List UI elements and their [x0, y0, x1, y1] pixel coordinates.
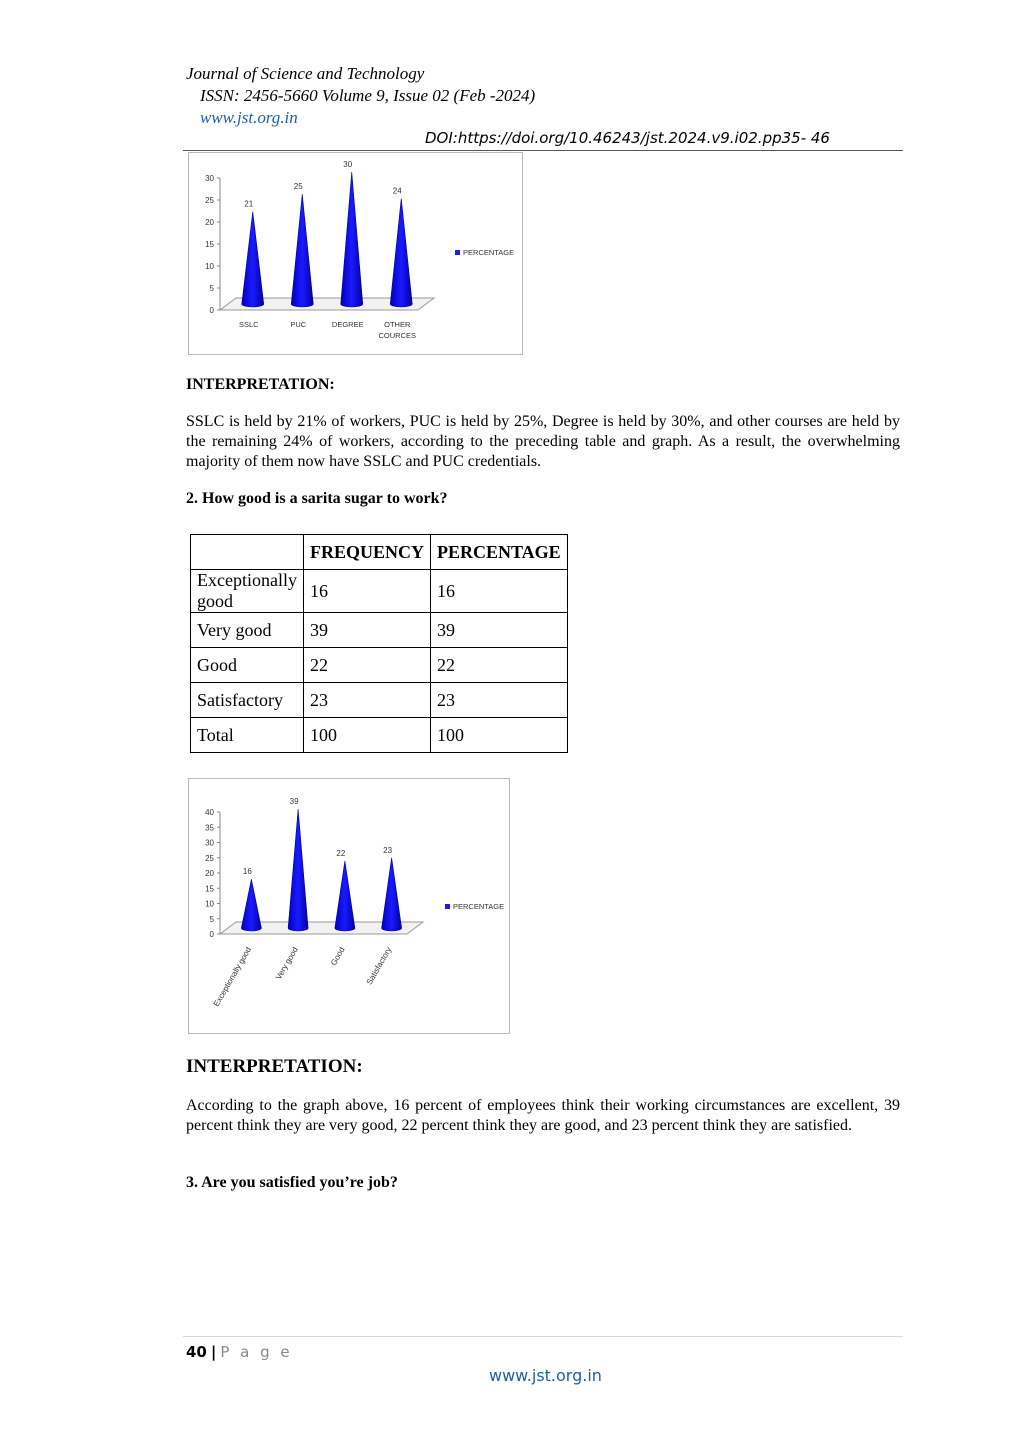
data-label: 23 — [383, 845, 393, 855]
cone-bar — [291, 194, 313, 307]
cone-bar — [242, 212, 264, 307]
question-3-heading: 3. Are you satisfied you’re job? — [186, 1174, 398, 1191]
y-tick-label: 15 — [205, 240, 214, 249]
table-cell: 39 — [430, 613, 567, 648]
interpretation-heading-2: INTERPRETATION: — [186, 1056, 363, 1077]
x-category-label: OTHER — [384, 320, 411, 329]
table-header-cell: FREQUENCY — [303, 535, 430, 570]
interpretation-text-1: SSLC is held by 21% of workers, PUC is held by 25%, Degree is held by 30%, and other courses are held by the remaining 24% of workers, according to the preceding table and graph. As a result, the overwhelming majority of them now have SSLC and PUC credentials. — [186, 413, 900, 470]
data-label: 24 — [392, 186, 402, 196]
page-label: P a g e — [220, 1343, 293, 1361]
table-cell: Exceptionally good — [191, 570, 304, 613]
y-tick-label: 25 — [205, 196, 214, 205]
cone-bar — [341, 172, 363, 307]
y-tick-label: 15 — [205, 884, 214, 894]
cone-bar — [288, 809, 308, 931]
question-2-heading: 2. How good is a sarita sugar to work? — [186, 490, 448, 507]
page-footer — [186, 1343, 293, 1362]
table-cell: Good — [191, 648, 304, 683]
data-label: 25 — [293, 182, 303, 191]
cone-bar — [241, 879, 261, 931]
legend-label: PERCENTAGE — [463, 248, 515, 257]
issn-line: ISSN: 2456-5660 Volume 9, Issue 02 (Feb -2024) — [200, 86, 536, 105]
chart-work-rating-svg — [189, 779, 509, 1033]
table-row — [191, 613, 568, 648]
y-tick-label: 0 — [209, 306, 214, 315]
table-header-row — [191, 535, 568, 570]
table-row — [191, 718, 568, 753]
table-cell: 16 — [430, 570, 567, 613]
data-label: 22 — [336, 848, 346, 858]
cone-bar — [382, 858, 402, 931]
header-rule — [183, 150, 903, 151]
table-cell: 23 — [303, 683, 430, 718]
interpretation-text-2: According to the graph above, 16 percent of employees think their working circumstances are excellent, 39 percent think they are very good, 22 percent think they are good, and 23 percent think they are satisfied. — [186, 1097, 900, 1134]
data-label: 30 — [343, 160, 353, 169]
data-label: 16 — [242, 867, 252, 877]
footer-website-link[interactable]: www.jst.org.in — [489, 1366, 602, 1385]
y-tick-label: 10 — [205, 262, 214, 271]
table-cell: 100 — [303, 718, 430, 753]
table-cell: 23 — [430, 683, 567, 718]
table-cell: Satisfactory — [191, 683, 304, 718]
x-category-label: SSLC — [238, 320, 259, 329]
table-cell: Very good — [191, 613, 304, 648]
journal-title: Journal of Science and Technology — [186, 64, 425, 83]
y-tick-label: 20 — [205, 869, 214, 878]
x-category-label: Very good — [274, 945, 300, 982]
y-tick-label: 25 — [205, 853, 214, 863]
journal-website-link[interactable]: www.jst.org.in — [200, 108, 298, 127]
table-row — [191, 683, 568, 718]
y-tick-label: 30 — [205, 174, 214, 183]
y-tick-label: 0 — [209, 930, 214, 939]
table-cell: Total — [191, 718, 304, 753]
table-cell: 16 — [303, 570, 430, 613]
doi-link[interactable]: DOI:https://doi.org/10.46243/jst.2024.v9.i02.pp35- 46 — [425, 129, 830, 147]
y-tick-label: 5 — [209, 284, 214, 293]
table-row — [191, 570, 568, 613]
data-label: 39 — [289, 797, 299, 807]
cone-bar — [335, 861, 355, 931]
table-cell: 100 — [430, 718, 567, 753]
work-rating-table — [190, 534, 568, 753]
x-category-label: COURCES — [378, 331, 417, 340]
x-category-label: Satisfactory — [364, 945, 394, 987]
table-cell: 39 — [303, 613, 430, 648]
y-tick-label: 40 — [205, 808, 214, 817]
footer-rule — [183, 1336, 903, 1337]
chart-work-rating — [188, 778, 510, 1034]
x-category-label: PUC — [290, 320, 307, 329]
y-tick-label: 30 — [205, 838, 214, 848]
legend-swatch — [455, 250, 460, 255]
x-category-label: Good — [329, 945, 347, 967]
page-number: 40 — [186, 1343, 207, 1361]
table-cell: 22 — [303, 648, 430, 683]
table-header-cell: PERCENTAGE — [430, 535, 567, 570]
table-cell: 22 — [430, 648, 567, 683]
interpretation-heading-1: INTERPRETATION: — [186, 376, 335, 393]
legend-label: PERCENTAGE — [453, 902, 505, 911]
table-row — [191, 648, 568, 683]
chart-qualification — [188, 152, 523, 355]
y-tick-label: 10 — [205, 899, 214, 909]
y-tick-label: 20 — [205, 218, 214, 227]
page-separator: | — [210, 1343, 217, 1361]
table-header-cell — [191, 535, 304, 570]
chart-qualification-svg — [189, 153, 522, 354]
cone-bar — [390, 198, 412, 307]
data-label: 21 — [244, 199, 254, 209]
x-category-label: DEGREE — [331, 320, 364, 329]
y-tick-label: 35 — [205, 823, 214, 833]
legend-swatch — [445, 904, 450, 909]
x-category-label: Exceptionally good — [211, 945, 254, 1009]
y-tick-label: 5 — [209, 914, 214, 924]
